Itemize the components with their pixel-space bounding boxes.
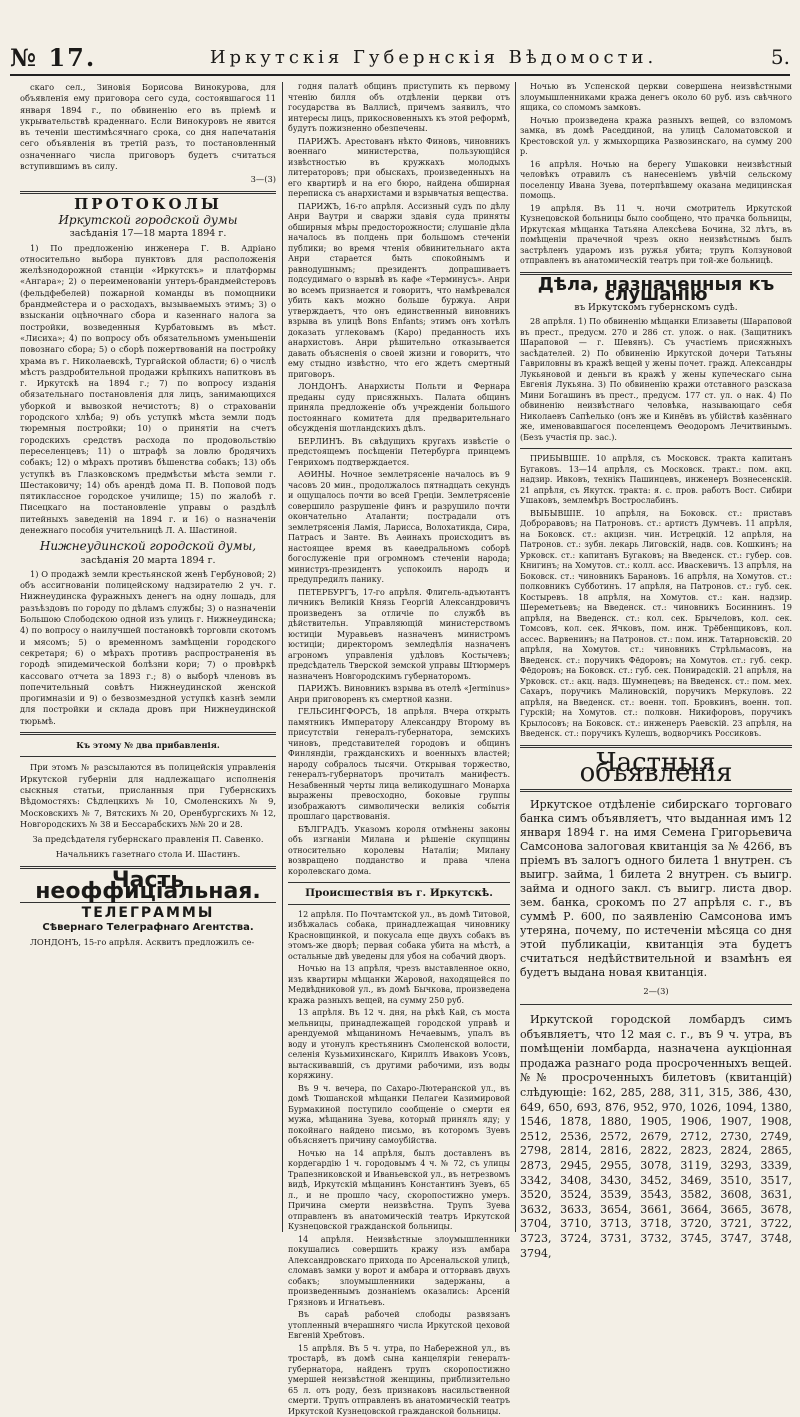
telegrams-subheading: Сѣвернаго Телеграфнаго Агентства.: [20, 922, 276, 933]
telegram-text: ПАРИЖЪ. Виновникъ взрыва въ отелѣ «Jerminus» Анри приговоренъ къ смертной казни.: [288, 684, 510, 705]
telegram-text: ПАРИЖЪ. Арестованъ нѣкто Финовъ, чиновникъ военнаго министерства, пользующійся извѣстностью въ кружкахъ молодыхъ литераторовъ; при обыскахъ, произведенныхъ на его квартирѣ и на его бюро, найдена обширная переписка съ анархистами и взрывчатыя вещества.: [288, 137, 510, 200]
telegrams-heading: ТЕЛЕГРАММЫ: [20, 908, 276, 919]
court-cases-heading: Дѣла, назначенныя къ слушанію: [520, 280, 792, 301]
divider: [520, 789, 792, 792]
incident-text: Ночью на 13 апрѣля, чрезъ выставленное окно, изъ квартиры мѣщанки Жаровой, находящейся по Медвѣдниковой ул., въ домѣ Бычкова, произведена кража разныхъ вещей, на сумму 250 руб.: [288, 964, 510, 1006]
pawnshop-notice: Иркутской городской ломбардъ симъ объявляетъ, что 12 мая с. г., въ 9 ч. утра, въ помѣщеніи ломбарда, назначена аукціонная продажа разнаго рода просроченныхъ вещей. №№ просроченныхъ билетовъ (квитанцій) слѣдующіе: 162, 285, 288, 311, 315, 386, 430, 649, 650, 693, 876, 952, 970, 1026, 1094, 1380, 1546, 1878, 1880, 1905, 1906, 1907, 1908, 2512, 2536, 2572, 2679, 2712, 2730, 2749, 2798, 2814, 2816, 2822, 2823, 2824, 2865, 2873, 2945, 2955, 3078, 3119, 3293, 3339, 3342, 3408, 3430, 3452, 3469, 3510, 3517, 3520, 3524, 3539, 3543, 3582, 3608, 3631, 3632, 3633, 3654, 3661, 3664, 3665, 3678, 3704, 3710, 3713, 3718, 3720, 3721, 3722, 3723, 3724, 3731, 3732, 3745, 3747, 3748, 3794,: [520, 1013, 792, 1261]
telegram-text: годня палатѣ общинъ приступить къ первому чтенію билля объ отдѣленіи церкви отъ государства въ Валлисѣ, причемъ заявилъ, что интересы лицъ, прикосновенныхъ къ этой реформѣ, будутъ пожизненно обезпечены.: [288, 82, 510, 135]
column-divider: [515, 82, 516, 1232]
chairman-signature: За предсѣдателя губернскаго правленія П. Савенко.: [20, 834, 276, 845]
supplement-heading: Къ этому № два прибавленія.: [20, 740, 276, 751]
incident-text: Ночью произведена кража разныхъ вещей, со взломомъ замка, въ домѣ Раседдиной, на улицѣ Саломатовской и Крестовской ул. у жмыхорщика Развозинскаго, на сумму 200 р.: [520, 116, 792, 158]
chief-signature: Начальникъ газетнаго стола И. Шастинъ.: [20, 849, 276, 860]
irkutsk-duma-date: засѣданія 17—18 марта 1894 г.: [20, 228, 276, 239]
bank-notice-number: 2—(3): [520, 986, 792, 997]
telegram-text: АѲИНЫ. Ночное землетрясеніе началось въ 9 часовъ 20 мин., продолжалось пятнадцать секундъ и ощущалось почти во всей Греціи. Землетрясеніе совершило разрушеніе финъ и разрушило почти окончательно Аталанти; пострадали отъ землетрясенія Ламія, Ларисса, Волохатикда, Сира, Патрасъ и Занте. Въ Аѳинахъ происходитъ въ настоящее время въ каѳедральномъ соборѣ богослуженіе при огромномъ стеченіи народа; министръ-президентъ успокоилъ народъ и предупредилъ панику.: [288, 470, 510, 586]
incident-text: 12 апрѣля. По Почтамтской ул., въ домѣ Титовой, избѣжалась собака, принадлежащая чиновнику Красновщинкой, и покусала еще двухъ собакъ въ этомъ-же дворѣ; первая собака убита на мѣстѣ, а остальные двѣ уведены для убоя на собачий дворъ.: [288, 910, 510, 963]
private-ads-heading: Частныя объявленія: [520, 758, 792, 779]
page-header: [10, 40, 790, 76]
divider: [520, 1004, 792, 1005]
divider: [288, 882, 510, 883]
court-cases-text: 28 апрѣля. 1) По обвиненію мѣщанки Елизаветы (Шараповой въ прест., предусм. 270 и 286 ст. улож. о нак. (Защитникъ Шараповой — г. Шевянъ). Съ участіемъ присяжныхъ засѣдателей. 2) По обвиненію Иркутской дочери Татьяны Гавриловны въ кражѣ вещей у жены почет. гражд. Александры Лукьяновой и деньги въ кражѣ у жены купеческаго сына Евгенія Лукьяна. 3) По обвиненію кражи отставного разсказа Мини Богашинъ въ прест., предусм. 177 ст. ул. о нак. 4) По обвиненію неизвѣстнаго человѣка, называющаго себя Николаевъ Сапѣелько (онъ же и Кинёвъ въ убійствѣ казённаго же, именовавшагося поселенцемъ Ѳеодоромъ Лечитвинымъ. (Безъ участія пр. зас.).: [520, 317, 792, 443]
nizhneudinsk-duma-date: засѣданія 20 марта 1894 г.: [20, 555, 276, 566]
court-cases-subheading: въ Иркутскомъ губернскомъ судѣ.: [520, 303, 792, 314]
irkutsk-duma-text: 1) По предложенію инженера Г. В. Адріано относительно выбора пунктовъ для расположенія желѣзнодорожной станціи «Иркутскъ» и платформы «Ангара»; 2) о переименованіи унтеръ-брандмейстеровъ (фельдфебелей) пожарной команды въ помощники брандмейстера и о расходахъ, вызываемыхъ этимъ; 3) о взысканіи оцѣночнаго сбора и казеннаго налога за постройки, возведенныя Курбатовымъ въ мѣст. «Лисиха»; 4) по вопросу объ обязательномъ уменьшеніи повознаго сбора; 5) о сборѣ пожертвованій на постройку храма въ г. Николаевскѣ, Тургайской области; 6) о числѣ мѣстъ раздробительной продажи крѣпкихъ напитковъ въ г. Иркутскѣ на 1894 г.; 7) по вопросу изданія обязательнаго постановленія для лицъ, занимающихся уборкой и вывозкой нечистотъ; 8) о страхованіи городского хлѣба; 9) объ уступкѣ мѣста земли подъ тюремныя постройки; 10) о принятіи на счетъ городскихъ средствъ расхода по продовольствію переселенцевъ; 11) о штрафѣ за ловлю бродячихъ собакъ; 12) о мѣрахъ противъ бѣшенства собакъ; 13) объ уступкѣ въ Глазковскомъ предмѣстьи мѣста земли г. Шестаковичу; 14) объ арендѣ дома П. В. Поповой подъ пятиклассное городское училище; 15) по жалобѣ г. Писецкаго на постановленіе управы о раздѣлѣ питейныхъ заведеній на 1894 г. и 16) о назначеніи денежнаго пособія учительницѣ Л. А. Шастиной.: [20, 243, 276, 537]
arrivals-text: ПРИБЫВШІЕ. 10 апрѣля, съ Московск. тракта капитанъ Бугаковъ. 13—14 апрѣля, съ Московск. тракт.: пом. акц. надзир. Ивковъ, технікъ Пашинцевъ, инженеръ Вознесенскій. 21 апрѣля, съ Якутск. тракта: я. с. пров. работъ Вост. Сибири Ушаковъ, землемѣръ Вострослабинъ.: [520, 454, 792, 507]
column-left: [20, 82, 276, 1237]
telegram-text: ЛОНДОНЪ. Анархисты Польти и Фернара преданы суду присяжныхъ. Палата общинъ приняла предложеніе объ учрежденіи большого постояннаго комитета для предварительнаго обсужденія шотландскихъ дѣлъ.: [288, 382, 510, 435]
telegram-text: ПЕТЕРБУРГЪ, 17-го апрѣля. Флигель-адъютантъ личникъ Великій Князь Георгій Александровичъ произведенъ за отличіе по службѣ въ дѣйствительн. Управляющій министерствомъ юстиціи Муравьевъ назначенъ министромъ юстиціи; директоромъ земледѣлія назначенъ агрономъ управленія удѣловъ Костычевъ; предсѣдатель Тверской земской управы Штюрмеръ назначенъ Новгородскимъ губернаторомъ.: [288, 588, 510, 683]
incident-text: 14 апрѣля. Неизвѣстные злоумышленники покушались совершить кражу изъ амбара Александровскаго прихода по Арсенальской улицѣ, сломавъ замки у ворот и амбара и отторвавъ двухъ собакъ; злоумышленники задержаны, а произведеннымъ дознаніемъ оказались: Арсеній Грязновъ и Игнатьевъ.: [288, 1235, 510, 1309]
incident-text: 15 апрѣля. Въ 5 ч. утра, по Набережной ул., въ тростарѣ, въ домѣ сына канцеляріи генералъ-губернатора, найденъ трупъ скоропостижно умершей неизвѣстной женщины, приблизительно 65 л. отъ роду, безъ признаковъ насильственной смерти. Трупъ отправленъ въ анатомическій театръ Иркутской Кузнецовской гражданской больницы.: [288, 1344, 510, 1417]
telegram-text: ЛОНДОНЪ, 15-го апрѣля. Асквитъ предложилъ се-: [20, 937, 276, 948]
telegram-text: БѢЛГРАДЪ. Указомъ короля отмѣнены законы объ изгнаніи Милана и рѣшеніе скупщины относительно королевы Наталіи; Милану возвращено подданство и права члена королевскаго дома.: [288, 825, 510, 878]
departures-text: ВЫБЫВШІЕ. 10 апрѣля, на Боковск. ст.: приставъ Доброравовъ; на Патроновъ. ст.: артистъ Думчевъ. 11 апрѣля, на Боковск. ст.: акцизн. чин. Истрецкій. 12 апрѣля, на Патронов. ст.: зубн. лекарь Лиговскій, надв. сов. Кошкинъ; на Урковск. ст.: капитанъ Бугаковъ; на Введенск. ст.: губер. сов. Книгинъ; на Хомутов. ст.: колл. асс. Иваскевичъ. 13 апрѣля, на Боковск. ст.: чиновникъ Барановъ. 16 апрѣля, на Хомутов. ст.: полковникъ Субботинъ. 17 апрѣля, на Патронов. ст.: губ. сек. Костыревъ. 18 апрѣля, на Хомутов. ст.: кан. надзир. Шереметьевъ; на Введенск. ст.: чиновникъ Босиннинъ. 19 апрѣля, на Введенск. ст.: кол. сек. Брычеловъ, кол. сек. Томсовъ, кол. сек. Ячковъ, пом. инж. Трёбенщиковъ, кол. ассес. Варвенинъ; на Патронов. ст.: пом. инж. Татарновскій. 20 апрѣля, на Хомутов. ст.: чиновникъ Стрѣльмасовъ, на Введенск. ст.: поручикъ Фёдоровъ; на Хомутов. ст.: губ. секр. Фёдоровъ; на Боковск. ст.: губ. сек. Понирадскій. 21 апрѣля, на Урковск. ст.: акц. надз. Шумнецевъ; на Введенск. ст.: пом. мех. Сахаръ, поручикъ Малиновскій, поручикъ Меркуловъ. 22 апрѣля, на Введенск. ст.: военн. топ. Бровкинъ, военн. топ. Гурскій; на Хомутов. ст.: полковн. Никифоровъ, поручикъ Крылосовъ; на Боковск. ст.: инженеръ Раевскій. 23 апрѣля, на Введенск. ст.: поручикъ Кулешъ, водворчикъ Россиковъ.: [520, 509, 792, 740]
divider: [20, 732, 276, 735]
supplement-text: При этомъ № разсылаются въ полицейскія управленія Иркутской губерніи для надлежащаго исполненія сыскныя статьи, присланныя при Губернскихъ Вѣдомостяхъ: Сѣдлецкихъ № 10, Смоленскихъ № 9, Московскихъ № 7, Вятскихъ № 20, Оренбургскихъ № 12, Новгородскихъ № 38 и Бессарабскихъ №№ 20 и 28.: [20, 762, 276, 830]
incident-text: 19 апрѣля. Въ 11 ч. ночи смотритель Иркутской Кузнецовской больницы было сообщено, что прачка больницы, Иркутская мѣщанка Татьяна Алексѣева Бочина, 32 лѣтъ, въ помѣщеніи прачечной чрезъ окно неизвѣстнымъ былъ застрѣленъ ударомъ изъ ружья убита; трупъ Колзуновой отправленъ въ анатомическій театръ при той-же больницѣ.: [520, 204, 792, 267]
column-divider: [282, 82, 283, 1232]
telegram-text: ГЕЛЬСИНГФОРСЪ, 18 апрѣля. Вчера открыть памятникъ Императору Александру Второму въ присутствіи генералъ-губернатора, земскихъ чиновъ, представителей городовъ и общинъ Финляндіи, гражданскихъ и военныхъ властей; народу собралось тысячи. Открывая торжество, генералъ-губернаторъ прочиталъ манифестъ. Незабвенный черты лица великодушнаго Монарха выражены превосходно, боковые группы изображаютъ символически великія событія прошлаго царствованія.: [288, 707, 510, 823]
newspaper-title: Иркутскія Губернскія Вѣдомости.: [210, 47, 657, 68]
incidents-heading: Происшествія въ г. Иркутскѣ.: [288, 888, 510, 899]
bank-notice: Иркутское отдѣленіе сибирскаго торговаго банка симъ объявляетъ, что выданная имъ 12 января 1894 г. на имя Семена Григорьевича Самсонова залоговая квитанція за № 4266, въ пріемъ въ залогъ одного билета 1 внутрен. съ выигр. займа, 1 билета 2 внутрен. съ выигр. займа и одного закл. съ выигр. листа двор. зем. банка, срокомъ по 27 апрѣля с. г., въ суммѣ Р. 600, по заявленію Самсонова имъ утеряна, почему, по истеченіи мѣсяца со дня этой публикаціи, квитанція эта будетъ считаться недѣйствительной и взамѣнъ ея будетъ выдана новая квитанція.: [520, 798, 792, 980]
unofficial-section-heading: Часть неоффиціальная.: [20, 875, 276, 898]
irkutsk-duma-heading: Иркутской городской думы: [20, 215, 276, 226]
divider: [20, 756, 276, 757]
incident-text: 16 апрѣля. Ночью на берегу Ушаковки неизвѣстный человѣкъ отравилъ съ нанесеніемъ увѣчій сельскому поселенцу Ивана Зуева, потерпѣвшему оказана медицинская помощь.: [520, 160, 792, 202]
incident-text: Ночью на 14 апрѣля, былъ доставленъ въ кордегардію 1 ч. городовымъ 4 ч. № 72, съ улицы Трапезниковской и Иваньевской ул., въ нетрезвомъ видѣ, Иркутскій мѣщанинъ Константинъ Зуевъ, 65 л., и не прошло часу, скоропостижно умеръ. Причина смерти неизвѣстна. Трупъ Зуева отправленъ въ анатомическій театръ Иркутской Кузнецовской гражданской больницы.: [288, 1149, 510, 1233]
telegram-text: ПАРИЖЪ, 16-го апрѣля. Ассизный судъ по дѣлу Анри Ваутри и сваржи здавія суда приняты обширныя мѣры предосторожности; слушаніе дѣла началось въ полдень при большомъ стеченіи публики; во время чтенія обвинительнаго акта Анри старается быть спокойнымъ и равнодушнымъ; президентъ допрашиваетъ подсудимаго о взрывѣ въ кафе «Терминусъ». Анри во всемъ признается и говоритъ, что намѣревался убить какъ можно больше буржуа. Анри утверждаетъ, что онъ единственный виновникъ взрыва въ улицѣ Bons Enfants; этимъ онъ хотѣлъ доказать углековамъ (Каро) преданность ихъ анархистовъ. Анри рѣшительно отказывается давать объясненія о своей жизни и говоритъ, что ему стыдно извѣстно, что его ждетъ смертный приговоръ.: [288, 202, 510, 381]
notice-number: 3—(3): [20, 174, 276, 185]
incident-text: Въ сараѣ рабочей слободы развязанъ утопленный вчерашняго числа Иркутской цеховой Евгеній Хребтовъ.: [288, 1310, 510, 1342]
divider: [520, 448, 792, 449]
divider: [288, 904, 510, 905]
column-middle: [288, 82, 510, 1237]
incident-text: Ночью въ Успенской церкви совершена неизвѣстными злоумышленниками кража денегъ около 60 руб. изъ свѣчного ящика, со сломомъ замковъ.: [520, 82, 792, 114]
page-number: 5.: [771, 45, 790, 69]
divider: [20, 191, 276, 194]
column-right: [520, 82, 792, 1237]
nizhneudinsk-duma-heading: Нижнеудинской городской думы,: [20, 541, 276, 552]
issue-number: № 17.: [10, 43, 96, 72]
incident-text: 13 апрѣля. Въ 12 ч. дня, на рѣкѣ Кай, съ моста мельницы, принадлежащей городской управѣ и арендуемой мѣщаниномъ Нечаевымъ, упалъ въ воду и утонулъ крестьянинъ Смоленской волости, селенія Кузьмихинскаго, Кириллъ Иваковъ Усовъ, вытаскивавшій, съ другими рабочими, изъ воды коряжину.: [288, 1008, 510, 1082]
protocols-heading: ПРОТОКОЛЫ: [20, 199, 276, 210]
nizhneudinsk-duma-text: 1) О продажѣ земли крестьянской женѣ Гербуновой; 2) объ ассигнованіи полицейскому надзирателю 2 уч. г. Нижнеудинска фуражныхъ денегъ на одну лошадь, для разъѣздовъ по городу по дѣламъ службы; 3) о назначеніи Большою Слободскою одной изъ улицъ г. Нижнеудинска; 4) по вопросу о наилучшей постановкѣ торговли скотомъ и мясомъ; 5) о временномъ замѣщеніи городского секретаря; 6) о мѣрахъ противъ распространенія въ городѣ эпидемической болѣзни кори; 7) о провѣркѣ кассоваго отчета за 1893 г.; 8) о выборѣ членовъ въ попечительный совѣтъ Нижнеудинской женской прогимназіи и 9) о безвозмездной уступкѣ казнѣ земли для постройки и склада дровъ при Нижнеудинской тюрьмѣ.: [20, 569, 276, 727]
incident-text: Въ 9 ч. вечера, по Сахаро-Лютеранской ул., въ домѣ Тюшанской мѣщанки Пелагеи Казимировой Бурмакиной поступило сообщеніе о смерти ея мужа, мѣщанина Зуева, который принялъ яду; у покойнаго найдено письмо, въ которомъ Зуевъ объясняетъ причину самоубійства.: [288, 1084, 510, 1147]
telegram-text: БЕРЛИНЪ. Въ свѣдущихъ кругахъ извѣстіе о предстоящемъ посѣщеніи Петербурга принцемъ Генрихомъ подтверждается.: [288, 437, 510, 469]
court-notice: скаго сел., Зиновія Борисова Винокурова, для объявленія ему приговора сего суда, состоявшагося 11 января 1894 г., по обвиненію его въ пріемѣ и укрывательствѣ краденнаго. Если Винокуровъ не явится въ теченіи шестимѣсячнаго срока, со дня напечатанія сего объявленія въ третій разъ, то постановленный означеннаго числа приговоръ будетъ считаться вступившимъ въ силу.: [20, 82, 276, 172]
